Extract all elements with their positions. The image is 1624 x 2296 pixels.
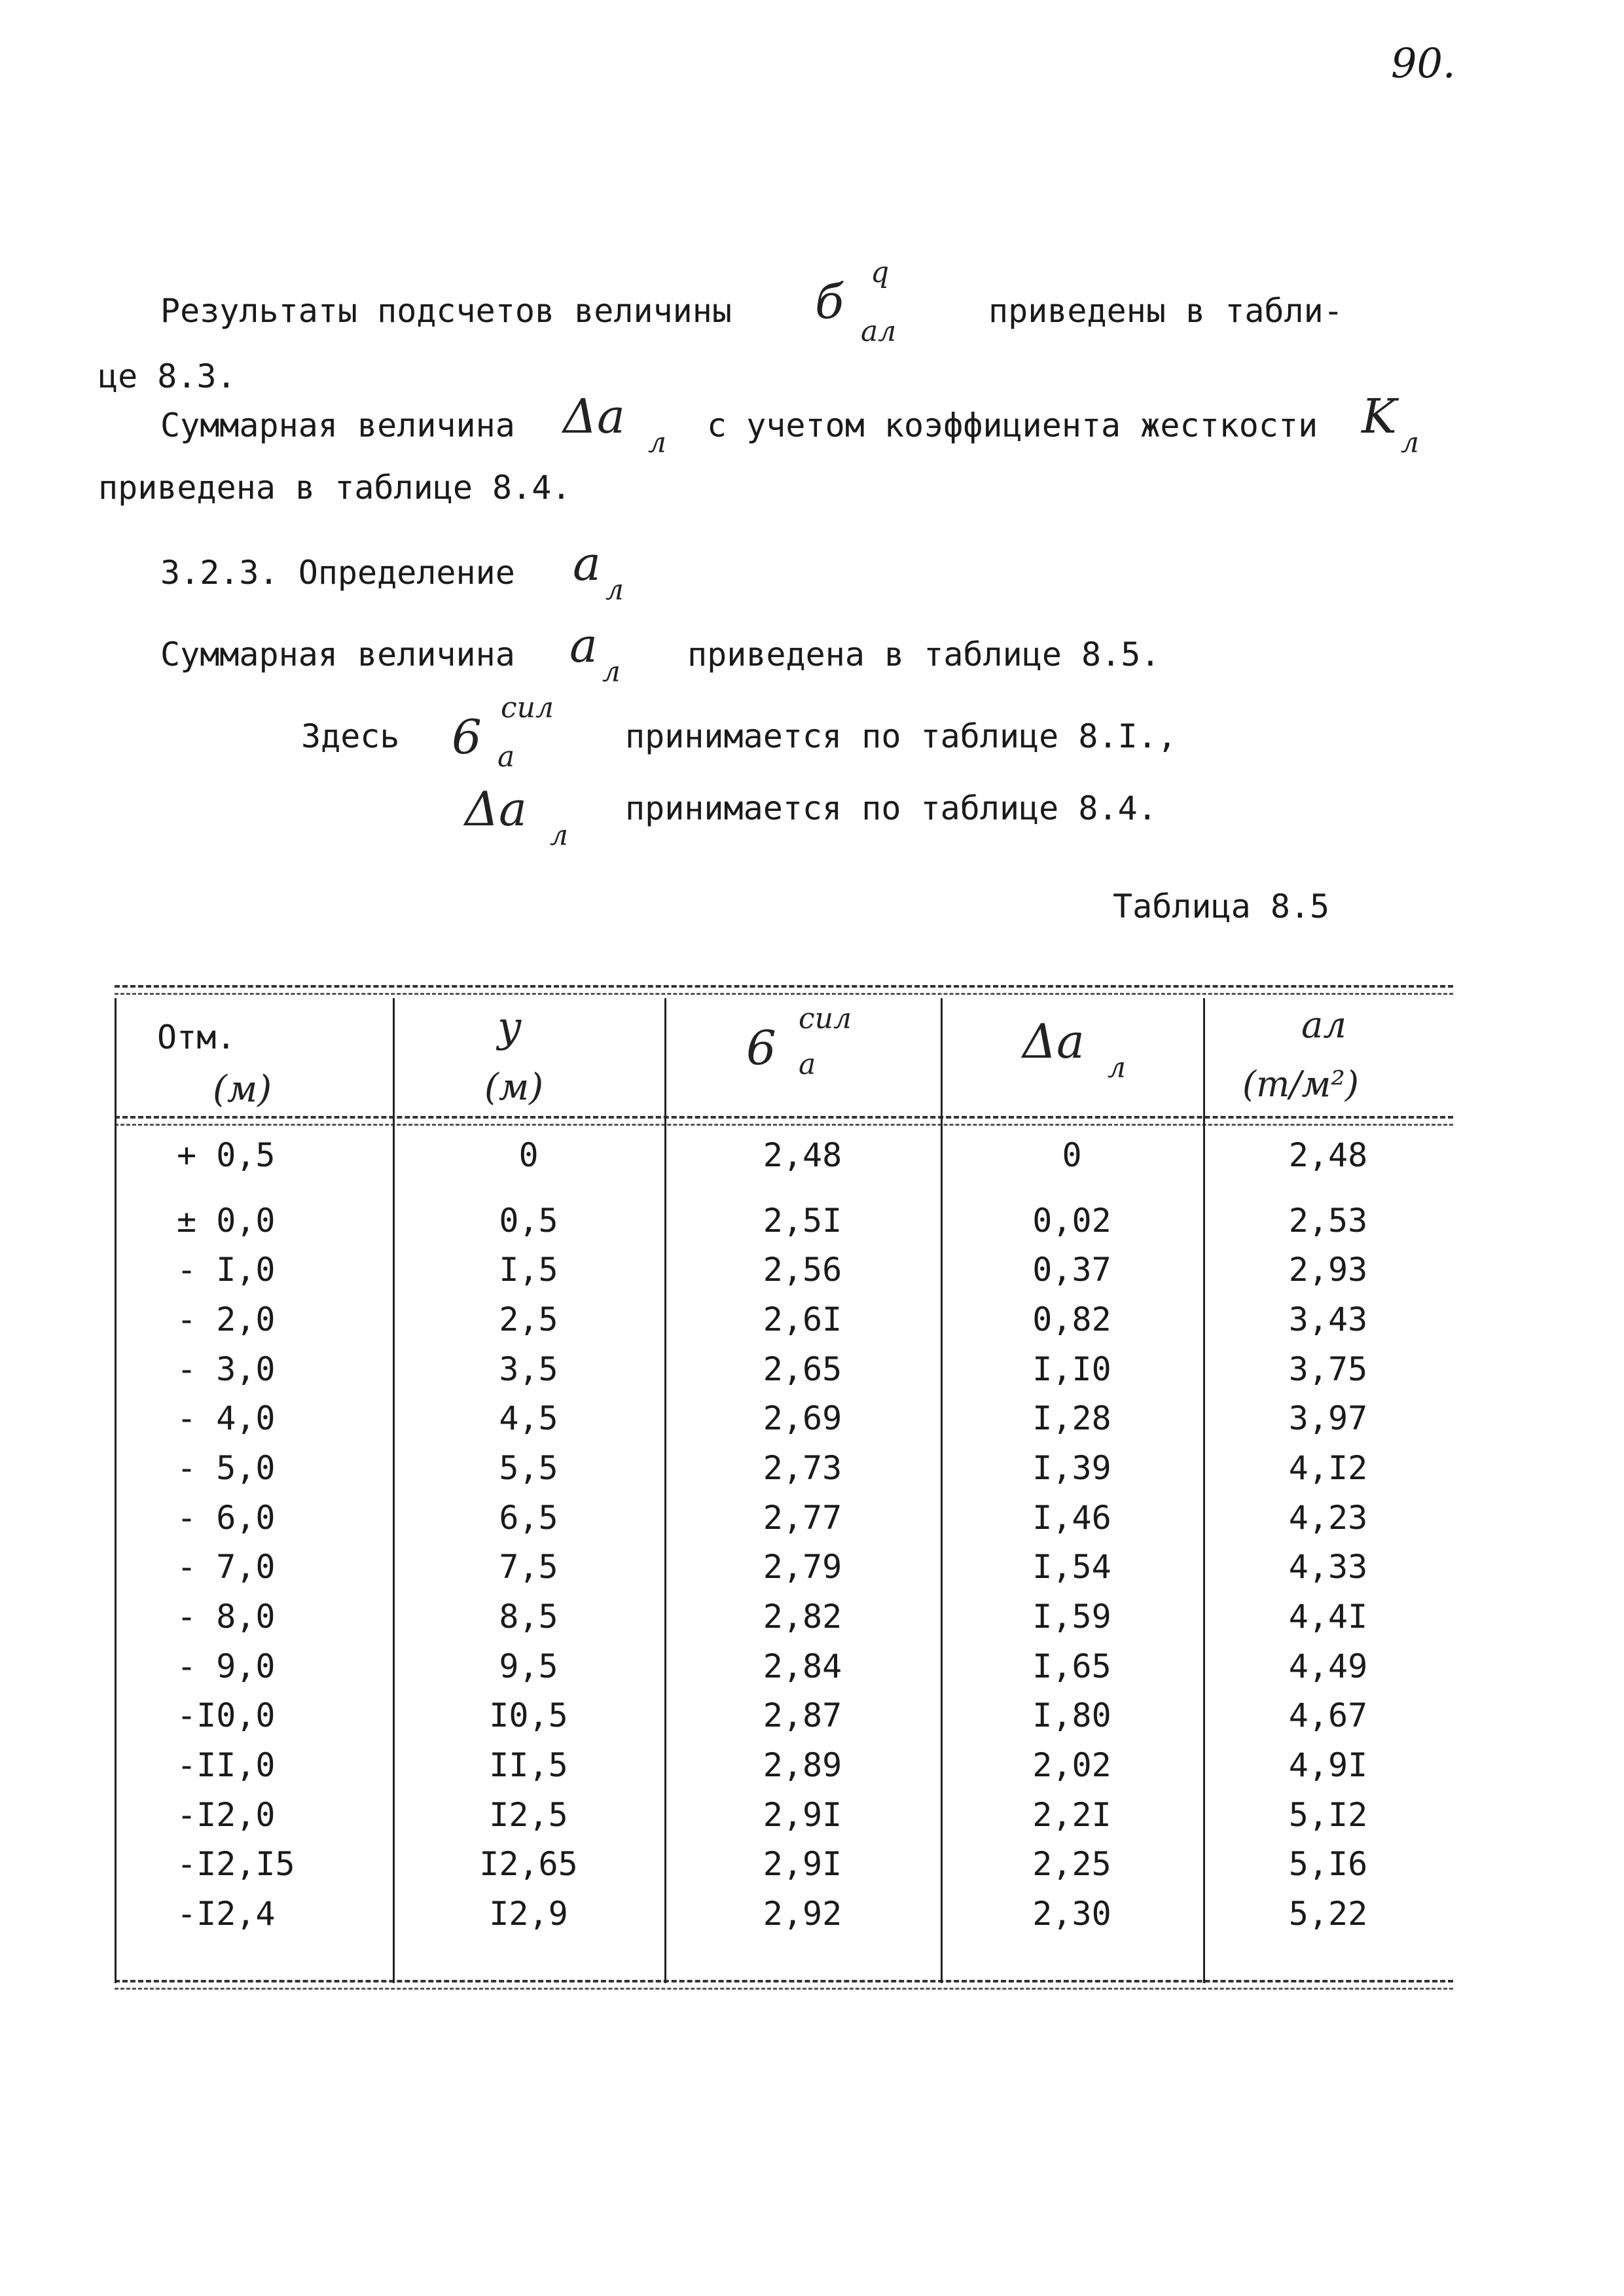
a-l-symbol-heading: a л — [573, 536, 624, 607]
table-cell: I,65 — [1032, 1647, 1111, 1685]
table-cell: 2,30 — [1032, 1895, 1111, 1933]
table-cell: I2,5 — [489, 1796, 568, 1834]
table-cell: I,I0 — [1032, 1350, 1111, 1388]
header-otm: Отм. (м) — [157, 1018, 272, 1111]
table-cell: 2,77 — [763, 1499, 842, 1537]
table-cell: 5,5 — [499, 1449, 558, 1487]
paragraph-2-line-2: приведена в таблице 8.4. — [98, 469, 571, 507]
table-cell: 0,82 — [1032, 1300, 1111, 1338]
table-cell: -I0,0 — [177, 1696, 276, 1734]
table-cell: I,46 — [1032, 1499, 1111, 1537]
paragraph-1-text-end: приведены в табли- — [988, 292, 1343, 330]
table-cell: 0 — [518, 1136, 539, 1174]
table-caption: Таблица 8.5 — [1113, 888, 1330, 925]
table-cell: + 0,5 — [177, 1136, 276, 1174]
table-cell: - I,0 — [177, 1251, 276, 1289]
table-cell: 2,6I — [763, 1300, 842, 1338]
table-cell: 2,5 — [499, 1300, 558, 1338]
table-cell: ± 0,0 — [177, 1202, 276, 1240]
table-cell: - 7,0 — [177, 1548, 276, 1586]
table-cell: 2,79 — [763, 1548, 842, 1586]
table-cell: 3,43 — [1288, 1300, 1368, 1338]
table-cell: 2,65 — [763, 1350, 842, 1388]
table-cell: 2,93 — [1288, 1251, 1368, 1289]
table-cell: 2,2I — [1032, 1796, 1111, 1834]
table-cell: 4,9I — [1288, 1746, 1368, 1784]
k-l-symbol: K л — [1362, 389, 1420, 459]
table-cell: I,59 — [1032, 1598, 1111, 1636]
table-cell: 0,37 — [1032, 1251, 1111, 1289]
table-cell: 5,22 — [1288, 1895, 1368, 1933]
paragraph-3-text: Суммарная величина — [160, 636, 515, 673]
table-cell: 4,67 — [1288, 1696, 1368, 1734]
header-a-l: aл (т/м²) — [1242, 1004, 1359, 1105]
table-cell: I,80 — [1032, 1696, 1111, 1734]
table-cell: -I2,0 — [177, 1796, 276, 1834]
note-1-label: Здесь — [301, 717, 400, 755]
delta-a-l-symbol: Δa л — [563, 389, 667, 459]
table-cell: - 4,0 — [177, 1399, 276, 1437]
table-cell: 4,4I — [1288, 1598, 1368, 1636]
table-cell: 2,48 — [763, 1136, 842, 1174]
table-cell: - 3,0 — [177, 1350, 276, 1388]
table-cell: 2,02 — [1032, 1746, 1111, 1784]
table-cell: - 6,0 — [177, 1499, 276, 1537]
table-cell: - 8,0 — [177, 1598, 276, 1636]
table-cell: 5,I6 — [1288, 1845, 1368, 1883]
table-cell: I0,5 — [489, 1696, 568, 1734]
table-cell: 2,92 — [763, 1895, 842, 1933]
table-cell: 5,I2 — [1288, 1796, 1368, 1834]
table-cell: 0,5 — [499, 1202, 558, 1240]
table-cell: -II,0 — [177, 1746, 276, 1784]
table-cell: I2,9 — [489, 1895, 568, 1933]
table-cell: 2,82 — [763, 1598, 842, 1636]
data-table — [115, 985, 1453, 1996]
page-number: 90. — [1391, 39, 1456, 87]
table-cell: 4,23 — [1288, 1499, 1368, 1537]
table-cell: 2,56 — [763, 1251, 842, 1289]
table-cell: -I2,4 — [177, 1895, 276, 1933]
table-cell: 7,5 — [499, 1548, 558, 1586]
table-cell: I2,65 — [479, 1845, 578, 1883]
table-cell: 2,69 — [763, 1399, 842, 1437]
table-cell: 8,5 — [499, 1598, 558, 1636]
table-cell: 4,33 — [1288, 1548, 1368, 1586]
paragraph-1-line-2: це 8.3. — [98, 357, 236, 395]
table-cell: I,28 — [1032, 1399, 1111, 1437]
table-cell: 0,02 — [1032, 1202, 1111, 1240]
table-cell: 4,5 — [499, 1399, 558, 1437]
table-cell: I,39 — [1032, 1449, 1111, 1487]
paragraph-2-text-mid: с учетом коэффициента жесткости — [707, 406, 1318, 444]
table-cell: - 2,0 — [177, 1300, 276, 1338]
table-cell: 2,87 — [763, 1696, 842, 1734]
table-cell: 3,5 — [499, 1350, 558, 1388]
table-cell: I,54 — [1032, 1548, 1111, 1586]
table-cell: I,5 — [499, 1251, 558, 1289]
table-cell: 0 — [1062, 1136, 1082, 1174]
table-cell: 2,25 — [1032, 1845, 1111, 1883]
note-2-text: принимается по таблице 8.4. — [625, 789, 1157, 827]
table-cell: 2,9I — [763, 1845, 842, 1883]
table-cell: -I2,I5 — [177, 1845, 295, 1883]
table-cell: - 9,0 — [177, 1647, 276, 1685]
table-cell: - 5,0 — [177, 1449, 276, 1487]
table-cell: 4,I2 — [1288, 1449, 1368, 1487]
table-cell: 2,53 — [1288, 1202, 1368, 1240]
table-cell: II,5 — [489, 1746, 568, 1784]
table-cell: 2,89 — [763, 1746, 842, 1784]
paragraph-3-text-end: приведена в таблице 8.5. — [687, 636, 1161, 673]
paragraph-1-text: Результаты подсчетов величины — [160, 292, 732, 330]
table-cell: 2,9I — [763, 1796, 842, 1834]
table-cell: 9,5 — [499, 1647, 558, 1685]
table-cell: 2,73 — [763, 1449, 842, 1487]
header-y: y (м) — [484, 1003, 544, 1109]
table-cell: 3,75 — [1288, 1350, 1368, 1388]
a-l-symbol-p3: a л — [569, 618, 621, 689]
section-heading: 3.2.3. Определение — [160, 554, 515, 592]
sigma-q-symbol: б q aл — [815, 256, 897, 348]
header-delta-a-l: Δa л — [1022, 1014, 1127, 1085]
sigma-sil-symbol: 6 сил a — [452, 691, 554, 774]
header-sigma-sil: 6 сил a — [746, 1002, 852, 1081]
table-cell: 6,5 — [499, 1499, 558, 1537]
paragraph-2-text: Суммарная величина — [160, 406, 515, 444]
table-cell: 4,49 — [1288, 1647, 1368, 1685]
table-cell: 3,97 — [1288, 1399, 1368, 1437]
table-cell: 2,5I — [763, 1202, 842, 1240]
note-1-text: принимается по таблице 8.I., — [625, 717, 1177, 755]
table-cell: 2,84 — [763, 1647, 842, 1685]
table-cell: 2,48 — [1288, 1136, 1368, 1174]
delta-a-l-symbol-note: Δa л — [465, 781, 569, 852]
